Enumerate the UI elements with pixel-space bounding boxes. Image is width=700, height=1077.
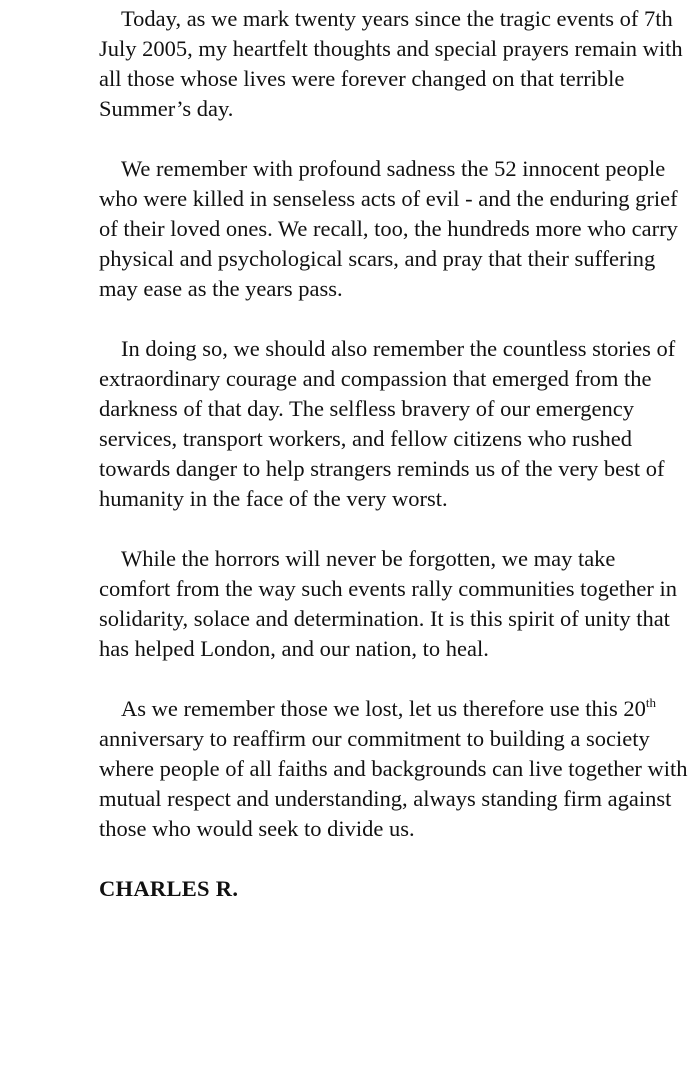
paragraph-1 (99, 4, 689, 124)
paragraph-text: Today, as we mark twenty years since the tragic events of 7th July 2005, my heartfelt thoughts and special prayers remain with all those whose lives were forever changed on that terrible Summer’s day. (99, 6, 683, 121)
paragraph-text: In doing so, we should also remember the countless stories of extraordinary courage and compassion that emerged from the darkness of that day. The selfless bravery of our emergency services, transport workers, and fellow citizens who rushed towards danger to help strangers reminds us of the very best of humanity in the face of the very worst. (99, 336, 676, 511)
statement-document (99, 4, 689, 904)
paragraph-text: While the horrors will never be forgotten, we may take comfort from the way such events rally communities together in solidarity, solace and determination. It is this spirit of unity that has helped London, and our nation, to heal. (99, 546, 677, 661)
paragraph-2 (99, 154, 689, 304)
signature: CHARLES R. (99, 876, 239, 901)
paragraph-4 (99, 544, 689, 664)
ordinal-suffix: th (645, 695, 656, 710)
paragraph-text: We remember with profound sadness the 52 innocent people who were killed in senseless acts of evil - and the enduring grief of their loved ones. We recall, too, the hundreds more who carry physical and psychological scars, and pray that their suffering may ease as the years pass. (99, 156, 678, 301)
paragraph-text-continued: anniversary to reaffirm our commitment to building a society where people of all faiths and backgrounds can live together with mutual respect and understanding, always standing firm against those who would seek to divide us. (99, 726, 688, 841)
paragraph-3 (99, 334, 689, 514)
paragraph-text: As we remember those we lost, let us therefore use this 20 (121, 696, 646, 721)
paragraph-5 (99, 694, 689, 844)
